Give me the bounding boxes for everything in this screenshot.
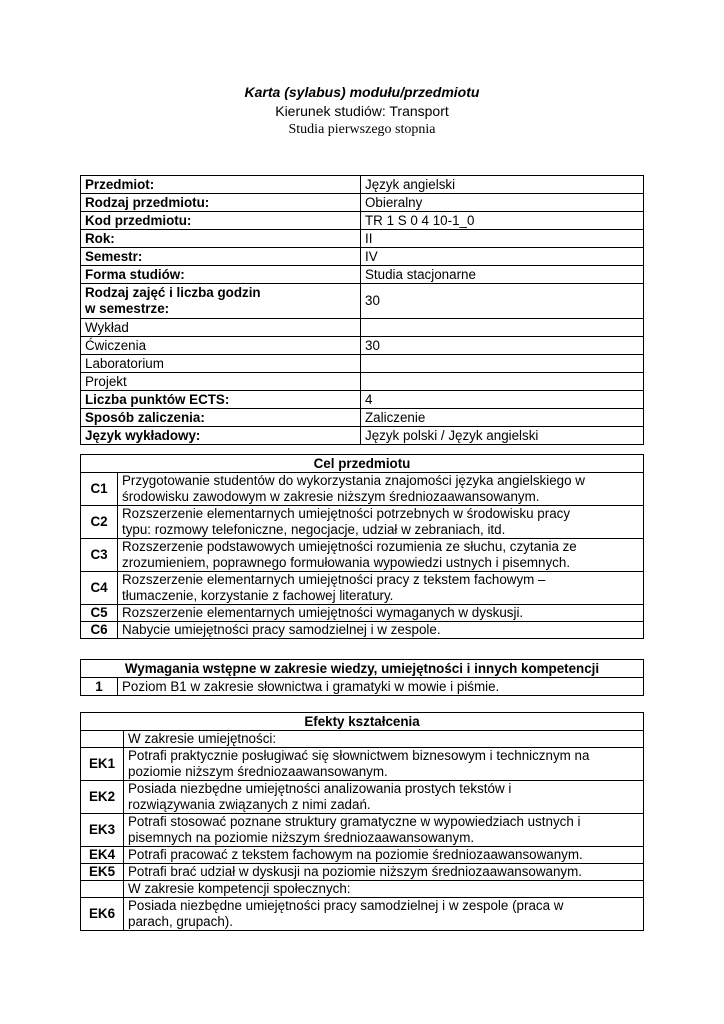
goal-text: [118, 473, 644, 506]
goal-text-line: Przygotowanie studentów do wykorzystania znajomości języka angielskiego w: [122, 473, 585, 488]
outcome-text-line: parach, grupach).: [128, 914, 233, 929]
table-row: [81, 230, 644, 248]
outcome-section-label: W zakresie umiejętności:: [124, 731, 644, 748]
table-row: [81, 864, 644, 881]
outcomes-heading: Efekty kształcenia: [81, 713, 644, 731]
goal-text-line: tłumaczenie, korzystanie z fachowej literatury.: [122, 588, 394, 603]
info-value: Zaliczenie: [361, 409, 644, 427]
outcome-text-line: Potrafi praktycznie posługiwać się słownictwem biznesowym i technicznym na: [128, 748, 590, 763]
table-row: [81, 847, 644, 864]
outcome-code: EK2: [81, 781, 124, 814]
table-row: [81, 176, 644, 194]
info-value: Język polski / Język angielski: [361, 427, 644, 445]
table-header-row: [81, 660, 644, 678]
info-label: Wykład: [81, 319, 361, 337]
table-row: [81, 248, 644, 266]
goal-text-line: typu: rozmowy telefoniczne, negocjacje, udział w zebraniach, itd.: [122, 522, 506, 537]
info-value: 30: [361, 284, 644, 319]
info-label: Przedmiot:: [81, 176, 361, 194]
table-row: [81, 605, 644, 622]
table-row: [81, 473, 644, 506]
table-row: [81, 212, 644, 230]
table-row: [81, 266, 644, 284]
table-row: [81, 781, 644, 814]
goals-table: [80, 454, 644, 639]
goal-code: C1: [81, 473, 118, 506]
info-label: Semestr:: [81, 248, 361, 266]
goal-code: C4: [81, 572, 118, 605]
info-label: Kod przedmiotu:: [81, 212, 361, 230]
table-row: [81, 731, 644, 748]
info-label: [81, 284, 361, 319]
info-label: Sposób zaliczenia:: [81, 409, 361, 427]
requirements-table: [80, 659, 644, 696]
table-row: [81, 539, 644, 572]
table-row: [81, 409, 644, 427]
requirements-heading: Wymagania wstępne w zakresie wiedzy, umiejętności i innych kompetencji: [81, 660, 644, 678]
table-row: [81, 373, 644, 391]
table-header-row: [81, 713, 644, 731]
goal-text: [118, 572, 644, 605]
table-row: [81, 881, 644, 898]
info-label: Projekt: [81, 373, 361, 391]
goal-text-line: środowisku zawodowym w zakresie niższym średniozaawansowanym.: [122, 489, 540, 504]
table-row: [81, 319, 644, 337]
table-row: [81, 337, 644, 355]
goal-text: [118, 506, 644, 539]
outcome-code: EK4: [81, 847, 124, 864]
outcome-text: Potrafi brać udział w dyskusji na poziomie niższym średniozaawansowanym.: [124, 864, 644, 881]
table-row: [81, 391, 644, 409]
goal-text: Rozszerzenie elementarnych umiejętności wymaganych w dyskusji.: [118, 605, 644, 622]
outcome-text-line: Posiada niezbędne umiejętności pracy samodzielnej i w zespole (praca w: [128, 898, 564, 913]
info-label: Rodzaj przedmiotu:: [81, 194, 361, 212]
info-label: Język wykładowy:: [81, 427, 361, 445]
outcome-text-line: Posiada niezbędne umiejętności analizowania prostych tekstów i: [128, 781, 512, 796]
outcome-text-line: poziomie niższym średniozaawansowanym.: [128, 764, 388, 779]
info-label: Laboratorium: [81, 355, 361, 373]
goal-text-line: Rozszerzenie podstawowych umiejętności rozumienia ze słuchu, czytania ze: [122, 539, 577, 554]
outcome-text: [124, 814, 644, 847]
table-row: [81, 506, 644, 539]
info-label: Ćwiczenia: [81, 337, 361, 355]
outcome-code: EK6: [81, 898, 124, 931]
info-value: Język angielski: [361, 176, 644, 194]
table-row: [81, 622, 644, 639]
goal-text: [118, 539, 644, 572]
outcome-text: [124, 748, 644, 781]
info-value: [361, 355, 644, 373]
goal-code: C6: [81, 622, 118, 639]
outcome-text-line: pisemnych na poziomie niższym średniozaawansowanym.: [128, 830, 475, 845]
info-value: [361, 373, 644, 391]
table-row: [81, 284, 644, 319]
table-row: [81, 814, 644, 847]
table-row: [81, 678, 644, 696]
outcome-text-line: Potrafi stosować poznane struktury gramatyczne w wypowiedziach ustnych i: [128, 814, 581, 829]
info-value: IV: [361, 248, 644, 266]
goal-code: C5: [81, 605, 118, 622]
study-level: Studia pierwszego stopnia: [288, 122, 436, 137]
info-value: II: [361, 230, 644, 248]
table-row: [81, 427, 644, 445]
requirement-text: Poziom B1 w zakresie słownictwa i gramatyki w mowie i piśmie.: [118, 678, 644, 696]
outcome-text-line: rozwiązywania związanych z nimi zadań.: [128, 797, 371, 812]
info-value: 30: [361, 337, 644, 355]
course-info-table: [80, 175, 644, 445]
goal-code: C3: [81, 539, 118, 572]
goal-text-line: Rozszerzenie elementarnych umiejętności potrzebnych w środowisku pracy: [122, 506, 571, 521]
field-of-study: Kierunek studiów: Transport: [275, 103, 449, 119]
info-label-line: Rodzaj zajęć i liczba godzin: [85, 285, 261, 300]
info-value: Obieralny: [361, 194, 644, 212]
info-label: Forma studiów:: [81, 266, 361, 284]
table-row: [81, 572, 644, 605]
outcome-code-empty: [81, 881, 124, 898]
table-row: [81, 748, 644, 781]
outcomes-table: [80, 712, 644, 931]
info-value: [361, 319, 644, 337]
goals-heading: Cel przedmiotu: [81, 455, 644, 473]
outcome-code-empty: [81, 731, 124, 748]
info-label: Liczba punktów ECTS:: [81, 391, 361, 409]
outcome-text: [124, 898, 644, 931]
info-value: 4: [361, 391, 644, 409]
outcome-code: EK1: [81, 748, 124, 781]
outcome-code: EK5: [81, 864, 124, 881]
table-row: [81, 194, 644, 212]
goal-text-line: Rozszerzenie elementarnych umiejętności pracy z tekstem fachowym –: [122, 572, 546, 587]
table-row: [81, 355, 644, 373]
table-row: [81, 898, 644, 931]
goal-code: C2: [81, 506, 118, 539]
outcome-section-label: W zakresie kompetencji społecznych:: [124, 881, 644, 898]
info-label-line: w semestrze:: [85, 301, 170, 316]
info-label: Rok:: [81, 230, 361, 248]
requirement-code: 1: [81, 678, 118, 696]
goal-text: Nabycie umiejętności pracy samodzielnej i w zespole.: [118, 622, 644, 639]
document-title: Karta (sylabus) modułu/przedmiotu: [244, 84, 480, 100]
goal-text-line: zrozumieniem, poprawnego formułowania wypowiedzi ustnych i pisemnych.: [122, 555, 571, 570]
table-header-row: [81, 455, 644, 473]
outcome-code: EK3: [81, 814, 124, 847]
info-value: Studia stacjonarne: [361, 266, 644, 284]
outcome-text: [124, 781, 644, 814]
outcome-text: Potrafi pracować z tekstem fachowym na poziomie średniozaawansowanym.: [124, 847, 644, 864]
info-value: TR 1 S 0 4 10-1_0: [361, 212, 644, 230]
